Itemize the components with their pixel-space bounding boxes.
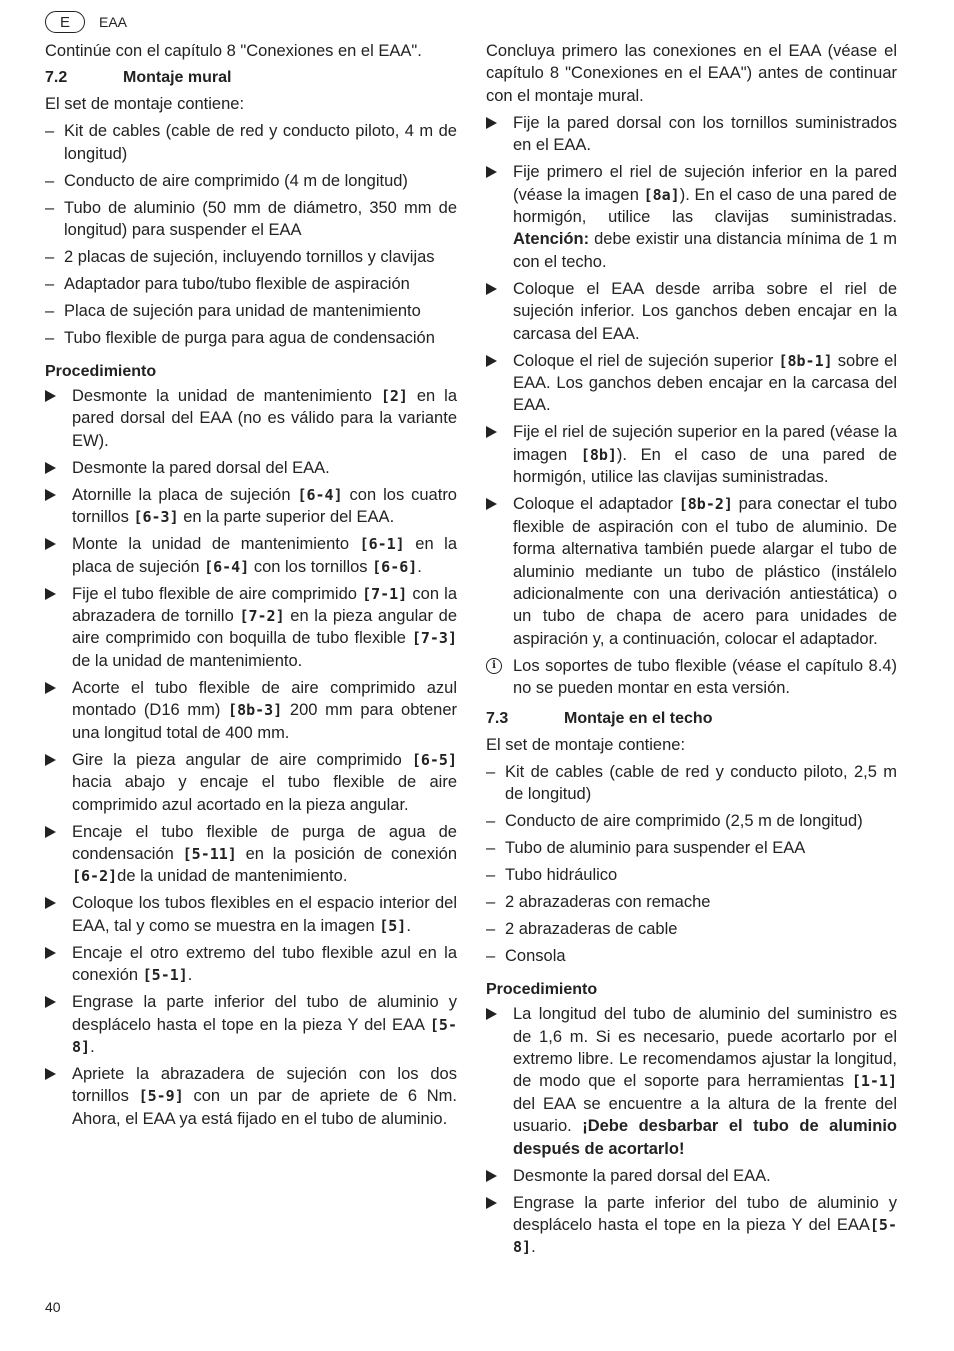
triangle-bullet-icon <box>486 161 513 273</box>
procedure-heading: Procedimiento <box>486 980 598 998</box>
info-note <box>486 655 897 700</box>
kit-list-item-text: Conducto de aire comprimido (2,5 m de longitud) <box>505 812 863 831</box>
procedure-step-text <box>72 385 457 452</box>
figure-reference: [5-9] <box>138 1087 184 1106</box>
section-number: 7.3 <box>486 709 509 727</box>
step-text-run: Fije el riel de sujeción superior en la pared (véase la imagen <box>513 423 897 464</box>
dash-bullet: – <box>486 920 496 939</box>
step-text-run: . <box>531 1238 536 1257</box>
figure-reference: [8b-2] <box>678 495 733 514</box>
step-text-run: Acorte el tubo flexible de aire comprimido azul montado (D16 mm) <box>72 678 457 720</box>
kit-list-item <box>486 945 897 967</box>
dash-bullet: – <box>486 762 496 781</box>
procedure-step <box>486 112 897 157</box>
page-number: 40 <box>45 1299 61 1315</box>
procedure-step <box>486 350 897 417</box>
figure-reference: [6-5] <box>411 750 457 769</box>
figure-reference: [7-1] <box>362 584 408 603</box>
emphasis-text: Atención: <box>513 230 590 249</box>
procedure-step-text <box>72 991 457 1058</box>
kit-list-item <box>486 918 897 940</box>
procedure-step-text <box>513 350 897 417</box>
step-text-run: Desmonte la pared dorsal del EAA. <box>72 458 330 477</box>
step-text-run: Desmonte la unidad de mantenimiento <box>72 387 381 406</box>
info-icon: i <box>486 655 513 700</box>
kit-list-item <box>45 327 457 349</box>
step-text-run: del EAA se encuentre a la altura de la frente del usuario. <box>513 1094 897 1136</box>
dash-bullet: – <box>45 248 55 267</box>
dash-bullet: – <box>45 329 55 348</box>
kit-list-item <box>486 891 897 913</box>
dash-bullet: – <box>45 275 55 294</box>
triangle-bullet-icon <box>486 112 513 157</box>
step-text-run: Fije el tubo flexible de aire comprimido <box>72 584 363 603</box>
kit-intro: El set de montaje contiene: <box>486 735 686 754</box>
step-text-run: Atornille la placa de sujeción <box>72 485 298 504</box>
figure-reference: [6-6] <box>372 557 418 576</box>
kit-list-item <box>45 273 457 295</box>
step-text-run: Encaje el tubo flexible de purga de agua de condensación <box>72 822 457 863</box>
step-text-run: Gire la pieza angular de aire comprimido <box>72 750 412 769</box>
procedure-step-text <box>513 112 897 157</box>
procedure-step <box>45 677 457 744</box>
info-note-text: Los soportes de tubo flexible (véase el capítulo 8.4) no se pueden montar en esta versión. <box>513 656 897 698</box>
procedure-step-text <box>72 677 457 744</box>
kit-list-item-text: Placa de sujeción para unidad de mantenimiento <box>64 302 421 321</box>
procedure-step-text <box>72 583 457 673</box>
page-header <box>45 11 127 33</box>
figure-reference: [5] <box>379 916 407 935</box>
kit-list-item-text: Kit de cables (cable de red y conducto piloto, 4 m de longitud) <box>64 122 457 163</box>
step-text-run: en la placa de sujeción <box>72 535 458 576</box>
procedure-step <box>45 1063 457 1130</box>
step-text-run: Coloque el EAA desde arriba sobre el riel de sujeción inferior. Los ganchos deben encajar en la carcasa del EAA. <box>513 279 897 343</box>
step-text-run: 200 mm para obtener una longitud total de 400 mm. <box>72 701 458 742</box>
section-heading-7-3 <box>486 708 897 730</box>
kit-list-item <box>486 864 897 886</box>
procedure-step <box>45 991 457 1058</box>
figure-reference: [8a] <box>643 185 680 204</box>
dash-bullet: – <box>486 866 496 885</box>
kit-list-item-text: 2 abrazaderas de cable <box>505 920 678 939</box>
step-text-run: . <box>417 557 422 576</box>
section-heading-7-2 <box>45 67 457 89</box>
kit-list-item-text: 2 abrazaderas con remache <box>505 893 711 912</box>
kit-list-item <box>45 246 457 268</box>
procedure-step-text <box>513 1003 897 1160</box>
triangle-bullet-icon <box>486 421 513 488</box>
figure-reference: [6-1] <box>359 535 405 554</box>
step-text-run: en la pieza angular de aire comprimido con boquilla de tubo flexible <box>72 607 457 648</box>
step-text-run: en la posición de conexión <box>236 844 457 863</box>
procedure-step <box>45 457 457 479</box>
dash-bullet: – <box>486 893 496 912</box>
kit-list-item-text: Tubo de aluminio para suspender el EAA <box>505 839 806 858</box>
procedure-step <box>486 161 897 273</box>
step-text-run: Encaje el otro extremo del tubo flexible azul en la conexión <box>72 943 457 985</box>
step-text-run: en la parte superior del EAA. <box>178 508 395 527</box>
figure-reference: [6-3] <box>133 508 179 527</box>
figure-reference: [5-8] <box>72 1015 457 1056</box>
figure-reference: [7-2] <box>239 607 285 626</box>
step-text-run: de la unidad de mantenimiento. <box>117 867 348 886</box>
procedure-step-text <box>72 457 457 479</box>
kit-list-item <box>486 761 897 806</box>
step-text-run: . <box>406 916 411 935</box>
procedure-step-text <box>513 278 897 345</box>
step-text-run: con un par de apriete de 6 Nm. Ahora, el EAA ya está fijado en el tubo de aluminio. <box>72 1087 457 1128</box>
procedure-step <box>486 1003 897 1160</box>
kit-list-item-text: Conducto de aire comprimido (4 m de longitud) <box>64 171 408 190</box>
step-text-run: . <box>90 1037 95 1056</box>
step-text-run: sobre el EAA. Los ganchos deben encajar en la carcasa del EAA. <box>513 351 897 415</box>
kit-list-item-text: Kit de cables (cable de red y conducto piloto, 2,5 m de longitud) <box>505 762 897 804</box>
step-text-run: de la unidad de mantenimiento. <box>72 651 303 670</box>
procedure-step <box>45 892 457 937</box>
procedure-steps <box>486 112 897 650</box>
step-text-run: con la abrazadera de tornillo <box>72 584 457 626</box>
triangle-bullet-icon <box>486 1003 513 1160</box>
procedure-step-text <box>513 1165 897 1187</box>
figure-reference: [6-4] <box>204 557 250 576</box>
triangle-bullet-icon <box>45 942 72 987</box>
dash-bullet: – <box>486 812 496 831</box>
triangle-bullet-icon <box>45 533 72 578</box>
procedure-step <box>45 583 457 673</box>
step-text-run: en la pared dorsal del EAA (no es válido para la variante EW). <box>72 387 457 450</box>
procedure-step <box>486 278 897 345</box>
right-column <box>486 40 897 1263</box>
kit-list-item <box>486 810 897 832</box>
figure-reference: [8b] <box>580 445 617 464</box>
kit-list-item <box>45 197 457 242</box>
procedure-step-text <box>72 749 457 816</box>
kit-list-item-text: Tubo hidráulico <box>505 866 618 885</box>
triangle-bullet-icon <box>486 278 513 345</box>
step-text-run: Desmonte la pared dorsal del EAA. <box>513 1166 771 1185</box>
triangle-bullet-icon <box>45 677 72 744</box>
procedure-heading: Procedimiento <box>45 362 157 380</box>
kit-list-item-text: Consola <box>505 947 566 966</box>
section-title: Montaje en el techo <box>564 709 713 727</box>
step-text-run: para conectar el tubo flexible de aspiración con el tubo de aluminio. De forma alternativa también puede alargar el tubo de aluminio mediante un tubo de plástico (instálelo adicionalmente con una derivación antiestática) o un tubo de chapa de acero para unidades de aspiración y, a continuación, colocar el adaptador. <box>513 495 897 648</box>
triangle-bullet-icon <box>486 1192 513 1259</box>
step-text-run: con los cuatro tornillos <box>72 485 457 527</box>
left-intro: Continúe con el capítulo 8 "Conexiones en el EAA". <box>45 42 422 60</box>
dash-bullet: – <box>486 839 496 858</box>
header-label: EAA <box>99 14 128 30</box>
section-title: Montaje mural <box>123 69 232 86</box>
step-text-run: hacia abajo y encaje el tubo flexible de aire comprimido azul acortado en la pieza angular. <box>72 773 457 814</box>
kit-list-item-text: Tubo flexible de purga para agua de condensación <box>64 329 435 348</box>
triangle-bullet-icon <box>45 749 72 816</box>
triangle-bullet-icon <box>45 991 72 1058</box>
triangle-bullet-icon <box>486 493 513 650</box>
procedure-step-text <box>72 942 457 987</box>
figure-reference: [5-1] <box>142 966 188 985</box>
left-column <box>45 40 457 1135</box>
step-text-run: Coloque el riel de sujeción superior <box>513 351 779 370</box>
kit-list-item <box>45 120 457 165</box>
procedure-step <box>486 1192 897 1259</box>
figure-reference: [2] <box>380 387 408 406</box>
step-text-run: Apriete la abrazadera de sujeción con los dos tornillos <box>72 1064 457 1106</box>
step-text-run: Fije primero el riel de sujeción inferior en la pared (véase la imagen <box>513 163 897 204</box>
figure-reference: [1-1] <box>851 1072 897 1091</box>
step-text-run: La longitud del tubo de aluminio del suministro es de 1,6 m. Si es necesario, puede acortarlo por el extremo libre. Le recomendamos ajustar la longitud, de modo que el soporte para herramientas <box>513 1005 897 1091</box>
figure-reference: [5-11] <box>182 844 237 863</box>
triangle-bullet-icon <box>486 1165 513 1187</box>
step-text-run: ). En el caso de una pared de hormigón, utilice las clavijas suministradas. <box>513 445 898 487</box>
step-text-run: Engrase la parte inferior del tubo de aluminio y desplácelo hasta el tope en la pieza Y del EAA <box>513 1193 897 1234</box>
triangle-bullet-icon <box>45 821 72 888</box>
kit-list <box>486 761 897 968</box>
procedure-step <box>45 533 457 578</box>
procedure-steps <box>45 385 457 1130</box>
step-text-run: Coloque el adaptador <box>513 495 679 514</box>
kit-list-item <box>45 300 457 322</box>
procedure-step-text <box>72 533 457 578</box>
procedure-step <box>45 749 457 816</box>
procedure-step-text <box>72 1063 457 1130</box>
triangle-bullet-icon <box>45 892 72 937</box>
figure-reference: [5-8] <box>513 1216 897 1257</box>
procedure-step <box>45 942 457 987</box>
dash-bullet: – <box>45 171 55 190</box>
figure-reference: [7-3] <box>411 629 457 648</box>
figure-reference: [6-2] <box>72 867 118 886</box>
step-text-run: con los tornillos <box>249 557 373 576</box>
step-text-run: debe existir una distancia mínima de 1 m con el techo. <box>513 230 897 271</box>
step-text-run: ). En el caso de una pared de hormigón, utilice las clavijas suministradas. <box>513 185 897 227</box>
procedure-steps <box>486 1003 897 1259</box>
triangle-bullet-icon <box>45 457 72 479</box>
figure-reference: [8b-3] <box>228 701 283 720</box>
kit-list-item-text: 2 placas de sujeción, incluyendo tornillos y clavijas <box>64 248 435 267</box>
triangle-bullet-icon <box>45 583 72 673</box>
kit-list-item-text: Tubo de aluminio (50 mm de diámetro, 350 mm de longitud) para suspender el EAA <box>64 198 457 240</box>
kit-list <box>45 120 457 349</box>
step-text-run: Coloque los tubos flexibles en el espacio interior del EAA, tal y como se muestra en la imagen <box>72 894 457 935</box>
triangle-bullet-icon <box>45 484 72 529</box>
step-text-run: . <box>187 966 193 985</box>
dash-bullet: – <box>45 302 55 321</box>
procedure-step-text <box>72 484 457 529</box>
procedure-step <box>486 421 897 488</box>
procedure-step-text <box>72 821 457 888</box>
dash-bullet: – <box>45 198 55 217</box>
procedure-step-text <box>513 493 897 650</box>
procedure-step-text <box>513 421 897 488</box>
figure-reference: [6-4] <box>297 485 343 504</box>
section-number: 7.2 <box>45 69 68 86</box>
step-text-run: Fije la pared dorsal con los tornillos suministrados en el EAA. <box>513 113 897 155</box>
language-badge: E <box>45 11 85 33</box>
kit-list-item <box>486 837 897 859</box>
kit-list-item <box>45 170 457 192</box>
step-text-run: Monte la unidad de mantenimiento <box>72 535 360 554</box>
emphasis-text: ¡Debe desbarbar el tubo de aluminio después de acortarlo! <box>513 1117 897 1158</box>
procedure-step <box>45 484 457 529</box>
triangle-bullet-icon <box>45 1063 72 1130</box>
procedure-step-text <box>513 161 897 273</box>
procedure-step-text <box>72 892 457 937</box>
step-text-run: Engrase la parte inferior del tubo de aluminio y desplácelo hasta el tope en la pieza Y del EAA <box>72 993 457 1034</box>
right-intro: Concluya primero las conexiones en el EAA (véase el capítulo 8 "Conexiones en el EAA") antes de continuar con el montaje mural. <box>486 42 897 105</box>
triangle-bullet-icon <box>486 350 513 417</box>
kit-intro: El set de montaje contiene: <box>45 95 245 114</box>
dash-bullet: – <box>486 947 496 966</box>
procedure-step <box>486 493 897 650</box>
kit-list-item-text: Adaptador para tubo/tubo flexible de aspiración <box>64 275 410 294</box>
procedure-step <box>45 821 457 888</box>
procedure-step-text <box>513 1192 897 1259</box>
procedure-step <box>45 385 457 452</box>
procedure-step <box>486 1165 897 1187</box>
dash-bullet: – <box>45 122 55 141</box>
figure-reference: [8b-1] <box>778 351 833 370</box>
triangle-bullet-icon <box>45 385 72 452</box>
